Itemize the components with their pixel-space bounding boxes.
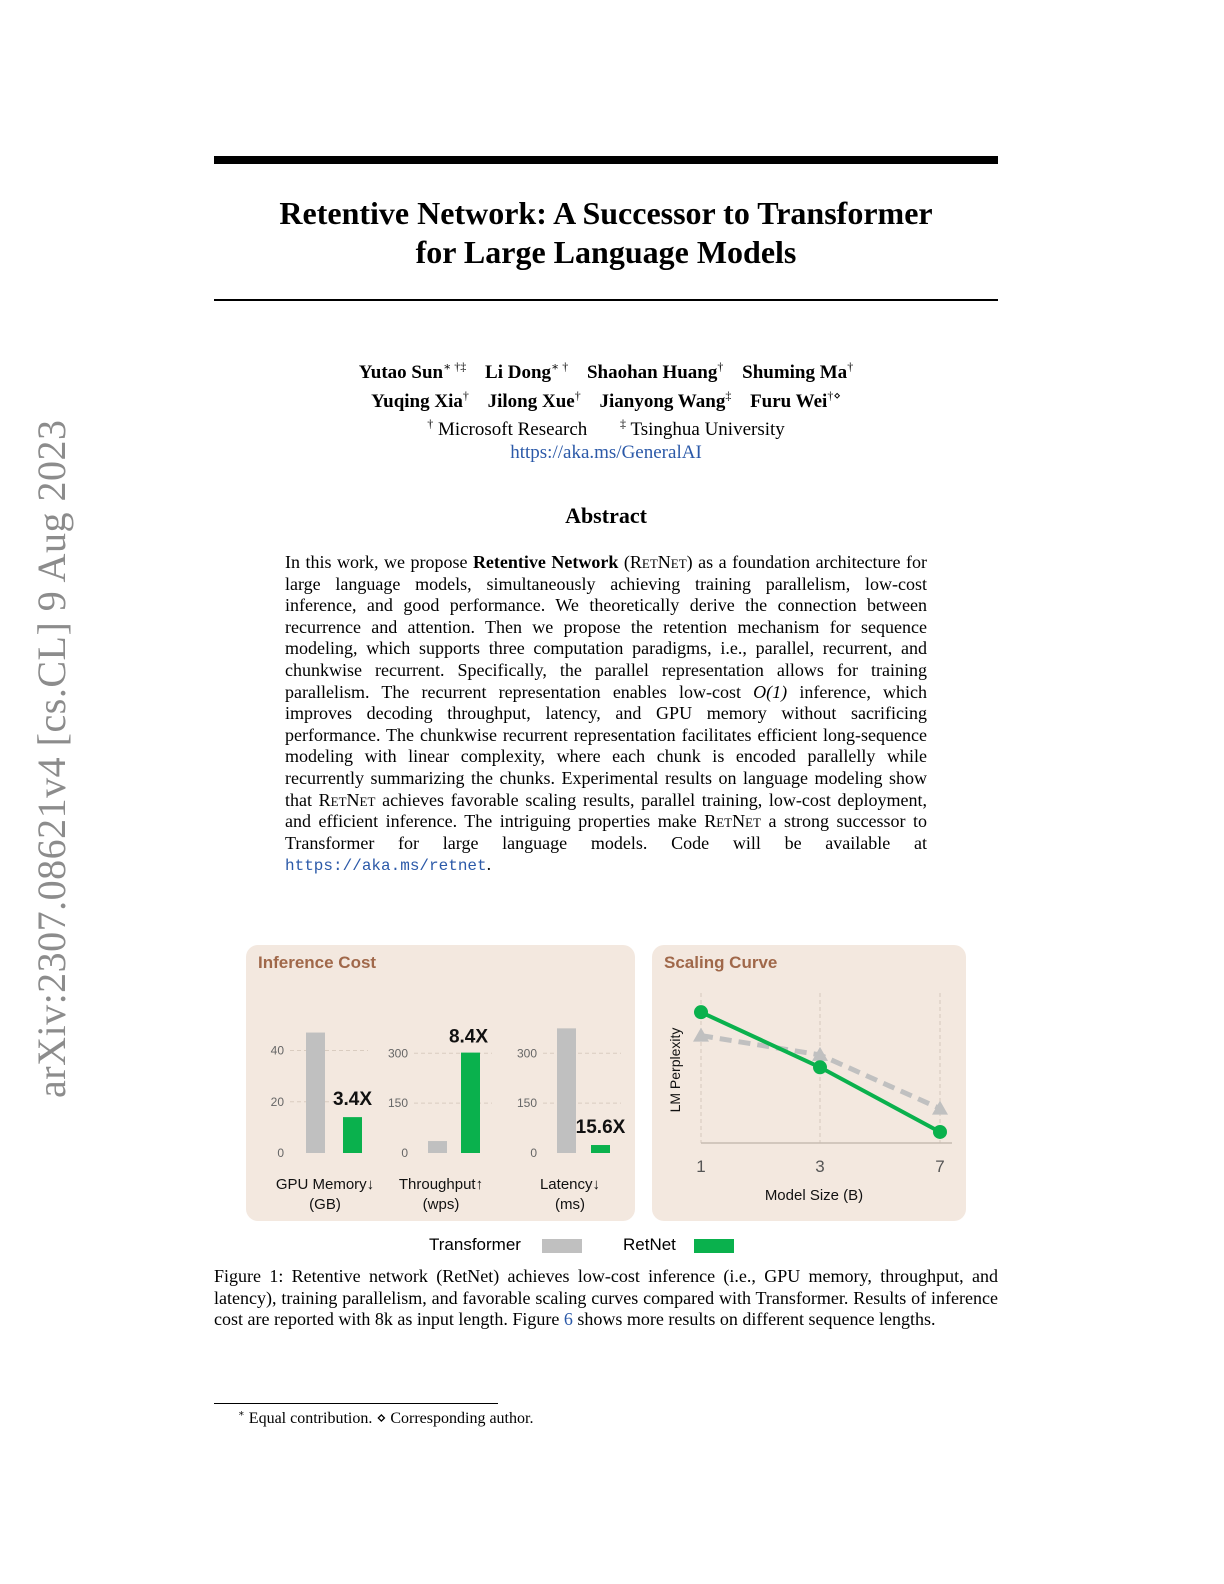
- diamond-icon: ⋄: [376, 1410, 387, 1427]
- homepage-row: [214, 441, 998, 464]
- speedup-annotation: 15.6X: [575, 1117, 626, 1139]
- author: [485, 362, 568, 383]
- y-tick-label: 40: [270, 1043, 284, 1058]
- author-marks: †: [462, 388, 469, 403]
- x-axis-label: Latency↓: [539, 1176, 601, 1193]
- retnet-bar: [461, 1053, 480, 1153]
- inference-cost-panel: [246, 945, 635, 1221]
- x-axis-unit-label: (wps): [422, 1196, 460, 1213]
- x-tick-label: 1: [696, 1157, 706, 1176]
- title-top-rule: [214, 156, 998, 164]
- paper-title: [214, 194, 998, 272]
- figure-reference-link[interactable]: 6: [563, 1309, 573, 1330]
- inference-cost-title: Inference Cost: [258, 953, 377, 972]
- author-marks: †⋄: [827, 388, 841, 403]
- author-name: Jianyong Wang: [599, 390, 726, 412]
- y-tick-label: 20: [270, 1094, 284, 1109]
- footnote: [238, 1408, 533, 1428]
- abstract-text: In this work, we propose: [285, 552, 473, 572]
- abstract-body: [285, 552, 927, 878]
- speedup-annotation: 8.4X: [448, 1026, 489, 1048]
- retnet-point: [933, 1125, 947, 1139]
- y-tick-label: 0: [530, 1146, 537, 1160]
- affiliations: [214, 413, 998, 441]
- footnote-text: Corresponding author.: [386, 1410, 534, 1427]
- y-axis-title: LM Perplexity: [667, 1027, 683, 1113]
- abstract-retnet-smallcaps: RetNet: [318, 789, 376, 810]
- caption-text: Figure 1: Retentive network (RetNet) achieves low-cost inference (i.e., GPU memory, throughput, and latency), training parallelism, and favorable scaling curves compared with Transformer. Results of inference cost are reported with 8k as input length. Figure: [214, 1266, 998, 1330]
- author: [487, 388, 581, 412]
- author: [742, 362, 853, 383]
- abstract-math: O(1): [753, 681, 788, 702]
- abstract-text: (: [618, 552, 630, 572]
- scaling-curve-title: Scaling Curve: [664, 953, 778, 972]
- abstract-text: .: [486, 854, 492, 875]
- author-marks: ∗ †: [551, 360, 569, 374]
- abstract-retnet-bold: Retentive Network: [472, 552, 619, 572]
- y-tick-label: 300: [516, 1046, 537, 1061]
- retnet-bar: [343, 1117, 362, 1153]
- author: [599, 388, 732, 412]
- affiliation-mark: ‡: [620, 416, 627, 431]
- legend-retnet-label: RetNet: [623, 1235, 676, 1254]
- author-row-1: [214, 356, 998, 384]
- figure-caption: [214, 1266, 998, 1331]
- abstract-retnet-smallcaps: RetNet: [629, 552, 687, 572]
- scaling-curve-panel: [652, 945, 966, 1221]
- caption-text: shows more results on different sequence lengths.: [572, 1309, 936, 1330]
- title-line-1: Retentive Network: A Successor to Transformer: [279, 195, 933, 231]
- author: [359, 362, 466, 383]
- x-tick-label: 3: [815, 1157, 825, 1176]
- transformer-bar: [557, 1028, 576, 1153]
- speedup-annotation: 3.4X: [332, 1089, 373, 1111]
- y-tick-label: 150: [387, 1096, 408, 1111]
- scaling-curve-chart: [652, 945, 966, 1221]
- y-tick-label: 300: [387, 1046, 408, 1061]
- affiliation-mark: †: [427, 416, 434, 431]
- author-marks: †: [847, 360, 854, 374]
- author: [587, 362, 723, 383]
- y-tick-label: 150: [516, 1096, 537, 1111]
- footnote-mark: ∗: [238, 1408, 245, 1420]
- abstract-text: inference, which improves decoding throughput, latency, and GPU memory without sacrificing performance. The chunkwise recurrent representation facilitates efficient long-sequence modeling with linear complexity, where each chunk is encoded parallelly while recurrently summarizing the chunks. Experimental results on language modeling show that: [285, 681, 927, 810]
- author-marks: ‡: [725, 388, 732, 403]
- inference-cost-chart: [246, 945, 635, 1221]
- legend-transformer-label: Transformer: [429, 1235, 521, 1254]
- y-tick-label: 0: [277, 1146, 284, 1160]
- abstract-text: achieves favorable scaling results, parallel training, low-cost deployment, and efficient inference. The intriguing properties make: [285, 789, 927, 832]
- author-block: [214, 356, 998, 464]
- abstract-text: a strong successor to Transformer for large language models. Code will be available at: [285, 811, 928, 853]
- author-name: Furu Wei: [750, 390, 828, 412]
- transformer-point: [932, 1101, 948, 1115]
- author-row-2: [214, 384, 998, 412]
- y-tick-label: 0: [401, 1146, 408, 1160]
- author: [750, 388, 841, 412]
- x-axis-label: GPU Memory↓: [275, 1176, 375, 1193]
- retnet-point: [694, 1005, 708, 1019]
- author-name: Li Dong: [485, 362, 552, 384]
- affiliation-name: Tsinghua University: [630, 418, 785, 440]
- transformer-bar: [428, 1141, 447, 1153]
- retnet-bar: [591, 1145, 610, 1153]
- author-name: Yuqing Xia: [371, 390, 463, 412]
- x-axis-title: Model Size (B): [764, 1187, 864, 1204]
- author: [371, 388, 469, 412]
- abstract-text: ) as a foundation architecture for large language models, simultaneously achieving training parallelism, low-cost inference, and good performance. We theoretically derive the connection between recurrence and attention. Then we propose the retention mechanism for sequence modeling, which supports three computation paradigms, i.e., parallel, recurrent, and chunkwise recurrent. Specifically, the parallel representation allows for training parallelism. The recurrent representation enables low-cost: [285, 552, 928, 702]
- affiliation-name: Microsoft Research: [437, 418, 588, 440]
- author-marks: ∗ †‡: [443, 360, 467, 374]
- footnote-text: Equal contribution.: [244, 1410, 377, 1427]
- x-tick-label: 7: [935, 1157, 945, 1176]
- affiliation-tsinghua: [620, 416, 785, 440]
- x-axis-unit-label: (ms): [555, 1196, 585, 1213]
- arxiv-identifier: arXiv:2307.08621v4 [cs.CL] 9 Aug 2023: [29, 419, 74, 1098]
- abstract-retnet-smallcaps: RetNet: [704, 811, 762, 832]
- legend-retnet-swatch: [694, 1239, 734, 1253]
- x-axis-unit-label: (GB): [309, 1196, 341, 1213]
- author-name: Jilong Xue: [487, 390, 575, 412]
- author-name: Shaohan Huang: [586, 362, 718, 384]
- affiliation-microsoft: [427, 416, 588, 440]
- abstract-heading: Abstract: [565, 503, 647, 528]
- author-name: Yutao Sun: [358, 362, 444, 384]
- retnet-point: [813, 1060, 827, 1074]
- homepage-link[interactable]: https://aka.ms/GeneralAI: [510, 441, 702, 463]
- code-link[interactable]: https://aka.ms/retnet: [285, 857, 487, 876]
- author-marks: †: [574, 388, 581, 403]
- legend-transformer-swatch: [542, 1239, 582, 1253]
- transformer-bar: [306, 1033, 325, 1153]
- title-line-2: for Large Language Models: [415, 234, 797, 270]
- figure-legend: [0, 1235, 1224, 1257]
- author-marks: †: [717, 360, 724, 374]
- footnote-rule: [214, 1403, 498, 1404]
- x-axis-label: Throughput↑: [398, 1176, 484, 1193]
- author-name: Shuming Ma: [742, 362, 848, 384]
- title-bottom-rule: [214, 299, 998, 301]
